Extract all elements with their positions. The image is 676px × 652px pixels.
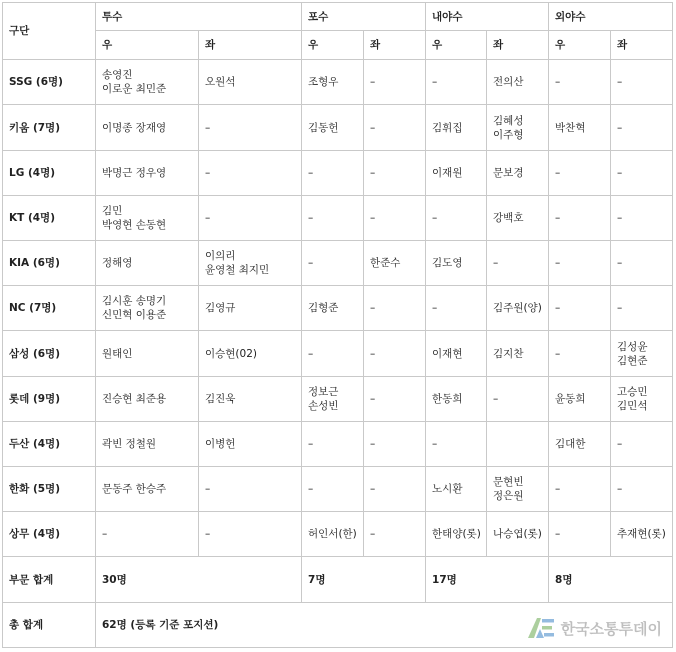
player-names: 송영진: [102, 69, 133, 82]
player-names: –: [370, 211, 376, 224]
player-cell: [96, 467, 199, 512]
team-name: 삼성 (6명): [3, 331, 96, 376]
subtotal-catcher: 7명: [302, 557, 426, 602]
player-cell: [426, 105, 487, 150]
player-names: 김주원(양): [493, 302, 542, 315]
player-cell: [302, 421, 364, 466]
team-name: 롯데 (9명): [3, 376, 96, 421]
hand-header: 우: [426, 31, 487, 60]
player-names: –: [370, 392, 376, 405]
header-hand-row: [3, 31, 673, 60]
player-names: –: [432, 302, 438, 315]
player-cell: [426, 286, 487, 331]
subtotal-outfielder: 8명: [549, 557, 673, 602]
header-group-row: [3, 3, 673, 31]
player-names: 손성빈: [308, 399, 339, 412]
player-names: –: [205, 121, 211, 134]
player-cell: [611, 105, 673, 150]
player-cell: [199, 512, 302, 557]
player-cell: [302, 60, 364, 105]
subtotal-pitcher: 30명: [96, 557, 302, 602]
hand-header: 좌: [364, 31, 426, 60]
team-name: 상무 (4명): [3, 512, 96, 557]
player-names: 고승민: [617, 385, 648, 398]
player-names: –: [432, 211, 438, 224]
player-names: –: [370, 347, 376, 360]
team-name: KT (4명): [3, 195, 96, 240]
player-names: –: [555, 257, 561, 270]
player-names: 조형우: [308, 76, 339, 89]
player-cell: [302, 195, 364, 240]
player-cell: [426, 376, 487, 421]
player-names: –: [617, 483, 623, 496]
player-names: –: [205, 483, 211, 496]
player-cell: [96, 150, 199, 195]
player-names: 김형준: [308, 302, 339, 315]
total-value: 62명 (등록 기준 포지션): [96, 602, 673, 647]
player-names: 김휘집: [432, 121, 463, 134]
player-cell: [611, 512, 673, 557]
player-cell: [426, 150, 487, 195]
player-names: 김혜성: [493, 114, 524, 127]
ae-logo-icon: [526, 616, 556, 640]
player-names: 김대한: [555, 437, 586, 450]
player-cell: [364, 421, 426, 466]
player-cell: [364, 331, 426, 376]
player-cell: [364, 286, 426, 331]
player-cell: [487, 195, 549, 240]
player-names: –: [370, 76, 376, 89]
player-cell: [549, 286, 611, 331]
player-cell: [611, 195, 673, 240]
player-names: 신민혁 이용준: [102, 309, 167, 322]
player-cell: [549, 150, 611, 195]
player-names: 이재현: [432, 347, 463, 360]
player-names: 강백호: [493, 211, 524, 224]
player-names: 노시환: [432, 483, 463, 496]
team-name: NC (7명): [3, 286, 96, 331]
player-cell: [549, 331, 611, 376]
player-cell: [199, 150, 302, 195]
player-names: –: [555, 211, 561, 224]
player-cell: [549, 421, 611, 466]
player-names: –: [370, 121, 376, 134]
player-names: 추재현(롯): [617, 528, 666, 541]
team-row: [3, 60, 673, 105]
player-cell: [426, 195, 487, 240]
player-names: 김시훈 송명기: [102, 295, 167, 308]
team-name: 한화 (5명): [3, 467, 96, 512]
player-cell: [487, 421, 549, 466]
player-cell: [199, 467, 302, 512]
player-cell: [487, 60, 549, 105]
player-cell: [96, 512, 199, 557]
player-names: 이주형: [493, 128, 524, 141]
player-cell: [302, 512, 364, 557]
player-names: 박명근 정우영: [102, 166, 167, 179]
team-name: 키움 (7명): [3, 105, 96, 150]
player-names: 한동희: [432, 392, 463, 405]
player-cell: [364, 376, 426, 421]
player-names: –: [370, 302, 376, 315]
player-names: –: [555, 528, 561, 541]
player-cell: [96, 421, 199, 466]
player-names: 이명종 장재영: [102, 121, 167, 134]
player-names: 김민: [102, 204, 123, 217]
player-names: –: [555, 302, 561, 315]
group-header-pitcher: 투수: [96, 3, 302, 31]
player-names: –: [432, 437, 438, 450]
group-header-catcher: 포수: [302, 3, 426, 31]
player-names: 허인서(한): [308, 528, 357, 541]
player-names: –: [617, 211, 623, 224]
player-cell: [96, 376, 199, 421]
player-cell: [487, 376, 549, 421]
player-names: –: [308, 483, 314, 496]
subtotal-row: [3, 557, 673, 602]
team-row: [3, 241, 673, 286]
player-names: –: [370, 528, 376, 541]
player-names: 김민석: [617, 399, 648, 412]
player-cell: [199, 376, 302, 421]
player-names: –: [308, 437, 314, 450]
player-cell: [487, 150, 549, 195]
team-name: 두산 (4명): [3, 421, 96, 466]
player-names: –: [617, 257, 623, 270]
player-cell: [611, 376, 673, 421]
player-cell: [549, 60, 611, 105]
player-names: –: [555, 76, 561, 89]
player-cell: [549, 105, 611, 150]
subtotal-label: 부문 합계: [3, 557, 96, 602]
team-row: [3, 150, 673, 195]
player-cell: [426, 421, 487, 466]
player-cell: [302, 286, 364, 331]
subtotal-infielder: 17명: [426, 557, 549, 602]
player-names: 김진욱: [205, 392, 236, 405]
player-cell: [487, 241, 549, 286]
player-cell: [364, 467, 426, 512]
player-cell: [199, 421, 302, 466]
player-names: 한준수: [370, 257, 401, 270]
player-names: 김성윤: [617, 340, 648, 353]
category-header: 구단: [3, 3, 96, 60]
team-row: [3, 512, 673, 557]
player-names: 정해영: [102, 257, 133, 270]
team-name: LG (4명): [3, 150, 96, 195]
player-cell: [199, 105, 302, 150]
player-names: –: [308, 211, 314, 224]
player-names: 문현빈: [493, 476, 524, 489]
total-label: 총 합계: [3, 602, 96, 647]
player-names: 이의리: [205, 250, 236, 263]
player-names: 김현준: [617, 354, 648, 367]
player-names: 정보근: [308, 385, 339, 398]
player-names: –: [432, 76, 438, 89]
team-name: KIA (6명): [3, 241, 96, 286]
player-cell: [611, 60, 673, 105]
player-names: –: [555, 483, 561, 496]
player-names: 나승엽(롯): [493, 528, 542, 541]
player-cell: [96, 331, 199, 376]
player-cell: [302, 105, 364, 150]
player-cell: [611, 467, 673, 512]
player-cell: [302, 241, 364, 286]
player-cell: [302, 376, 364, 421]
watermark: [526, 616, 662, 640]
player-cell: [96, 286, 199, 331]
player-cell: [426, 331, 487, 376]
player-cell: [426, 60, 487, 105]
team-row: [3, 421, 673, 466]
player-names: 이재원: [432, 166, 463, 179]
player-names: –: [205, 166, 211, 179]
player-cell: [302, 150, 364, 195]
team-row: [3, 286, 673, 331]
player-names: 김영규: [205, 302, 236, 315]
player-cell: [302, 331, 364, 376]
player-names: 오원석: [205, 76, 236, 89]
player-cell: [96, 105, 199, 150]
player-names: –: [555, 166, 561, 179]
player-names: –: [493, 257, 499, 270]
player-cell: [487, 512, 549, 557]
player-names: –: [617, 437, 623, 450]
team-row: [3, 195, 673, 240]
player-names: –: [308, 166, 314, 179]
player-names: 문보경: [493, 166, 524, 179]
player-names: 곽빈 정철원: [102, 437, 157, 450]
roster-table: [2, 2, 673, 648]
player-cell: [487, 286, 549, 331]
player-names: 박영현 손동현: [102, 218, 167, 231]
player-cell: [487, 331, 549, 376]
player-names: –: [308, 257, 314, 270]
player-cell: [199, 286, 302, 331]
player-cell: [199, 241, 302, 286]
team-name: SSG (6명): [3, 60, 96, 105]
player-cell: [364, 241, 426, 286]
player-names: 문동주 한승주: [102, 483, 167, 496]
player-names: –: [617, 121, 623, 134]
player-names: 윤영철 최지민: [205, 264, 270, 277]
player-names: –: [370, 483, 376, 496]
player-names: –: [493, 392, 499, 405]
player-cell: [549, 512, 611, 557]
hand-header: 좌: [199, 31, 302, 60]
player-cell: [364, 195, 426, 240]
player-names: 윤동희: [555, 392, 586, 405]
player-cell: [364, 150, 426, 195]
player-cell: [611, 241, 673, 286]
watermark-text: 한국소통투데이: [560, 619, 662, 638]
player-cell: [487, 105, 549, 150]
hand-header: 우: [302, 31, 364, 60]
player-cell: [549, 241, 611, 286]
player-names: 한태양(롯): [432, 528, 481, 541]
player-names: 전의산: [493, 76, 524, 89]
player-names: –: [617, 76, 623, 89]
hand-header: 우: [549, 31, 611, 60]
player-cell: [549, 467, 611, 512]
player-names: 원태인: [102, 347, 133, 360]
group-header-infielder: 내야수: [426, 3, 549, 31]
player-names: 김지찬: [493, 347, 524, 360]
player-cell: [199, 331, 302, 376]
player-cell: [611, 331, 673, 376]
team-row: [3, 105, 673, 150]
player-cell: [364, 512, 426, 557]
group-header-outfielder: 외야수: [549, 3, 673, 31]
player-names: –: [617, 302, 623, 315]
hand-header: 좌: [487, 31, 549, 60]
team-row: [3, 376, 673, 421]
player-cell: [96, 241, 199, 286]
player-cell: [549, 195, 611, 240]
player-cell: [611, 421, 673, 466]
player-names: 김동헌: [308, 121, 339, 134]
player-names: 진승현 최준용: [102, 392, 167, 405]
player-names: –: [205, 528, 211, 541]
player-cell: [549, 376, 611, 421]
hand-header: 좌: [611, 31, 673, 60]
player-names: –: [370, 166, 376, 179]
player-names: 이로운 최민준: [102, 83, 167, 96]
player-cell: [199, 60, 302, 105]
player-cell: [426, 241, 487, 286]
player-names: –: [555, 347, 561, 360]
player-names: –: [102, 528, 108, 541]
player-names: 이승현(02): [205, 347, 257, 360]
player-cell: [364, 105, 426, 150]
player-names: 김도영: [432, 257, 463, 270]
player-names: –: [205, 211, 211, 224]
hand-header: 우: [96, 31, 199, 60]
player-cell: [199, 195, 302, 240]
team-row: [3, 467, 673, 512]
player-cell: [611, 150, 673, 195]
team-row: [3, 331, 673, 376]
player-names: 이병헌: [205, 437, 236, 450]
player-cell: [487, 467, 549, 512]
player-cell: [426, 512, 487, 557]
player-cell: [96, 195, 199, 240]
player-cell: [96, 60, 199, 105]
player-names: –: [308, 347, 314, 360]
player-cell: [364, 60, 426, 105]
player-cell: [611, 286, 673, 331]
player-cell: [426, 467, 487, 512]
player-names: –: [370, 437, 376, 450]
player-names: –: [617, 166, 623, 179]
player-cell: [302, 467, 364, 512]
player-names: 정은원: [493, 490, 524, 503]
player-names: 박찬혁: [555, 121, 586, 134]
